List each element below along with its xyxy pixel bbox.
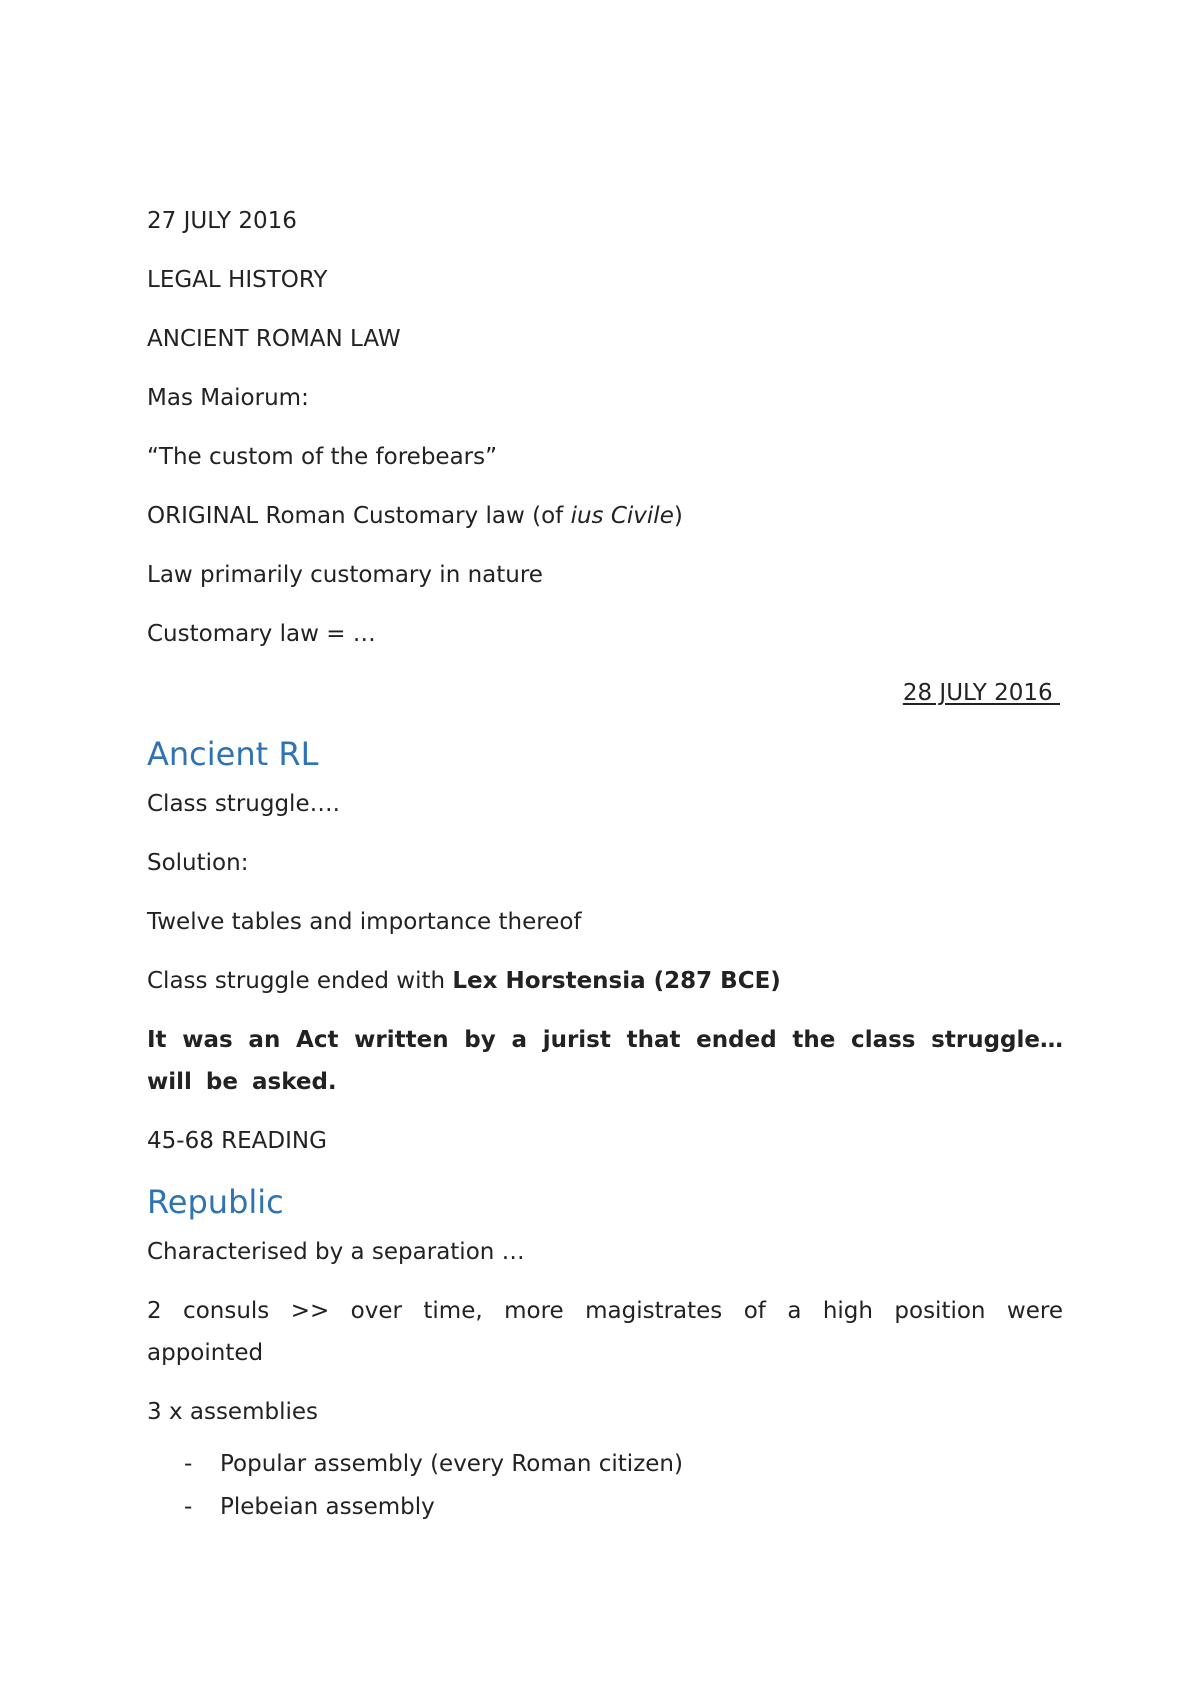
class-struggle-ended-text: Class struggle ended with	[147, 968, 453, 994]
topic-title: ANCIENT ROMAN LAW	[147, 326, 401, 352]
second-date-line	[147, 672, 1063, 714]
original-law-line	[147, 495, 1063, 537]
assemblies-list	[147, 1443, 1063, 1529]
quote-line: “The custom of the forebears”	[147, 444, 498, 470]
class-struggle-line: Class struggle….	[147, 791, 340, 817]
original-law-close: )	[673, 503, 683, 529]
lex-horstensia: Lex Horstensia (287 BCE)	[452, 968, 781, 994]
dash-bullet: -	[184, 1494, 193, 1520]
mas-maiorum-line: Mas Maiorum:	[147, 385, 309, 411]
customary-law-line: Customary law = …	[147, 621, 376, 647]
list-item	[147, 1486, 1063, 1529]
second-date: 28 JULY 2016	[902, 680, 1060, 706]
heading-republic: Republic	[147, 1183, 284, 1221]
dash-bullet: -	[184, 1451, 193, 1477]
list-item-text: Popular assembly (every Roman citizen)	[220, 1451, 683, 1477]
twelve-tables-line: Twelve tables and importance thereof	[147, 909, 582, 935]
act-note: It was an Act written by a jurist that ended the class struggle… will be asked.	[147, 1027, 1078, 1095]
class-struggle-ended-line	[147, 960, 1063, 1002]
assemblies-line: 3 x assemblies	[147, 1399, 318, 1425]
reading-line: 45-68 READING	[147, 1128, 327, 1154]
ius-civile-term: ius Civile	[570, 503, 674, 529]
course-title: LEGAL HISTORY	[147, 267, 328, 293]
consuls-line: 2 consuls >> over time, more magistrates of a high position were appointed	[147, 1298, 1085, 1366]
primarily-customary-line: Law primarily customary in nature	[147, 562, 543, 588]
document-page	[147, 200, 1085, 1529]
date-line: 27 JULY 2016	[147, 208, 297, 234]
original-law-text: ORIGINAL Roman Customary law (of	[147, 503, 571, 529]
separation-line: Characterised by a separation …	[147, 1239, 525, 1265]
list-item	[147, 1443, 1063, 1486]
list-item-text: Plebeian assembly	[220, 1494, 435, 1520]
heading-ancient-rl: Ancient RL	[147, 735, 319, 773]
solution-line: Solution:	[147, 850, 249, 876]
